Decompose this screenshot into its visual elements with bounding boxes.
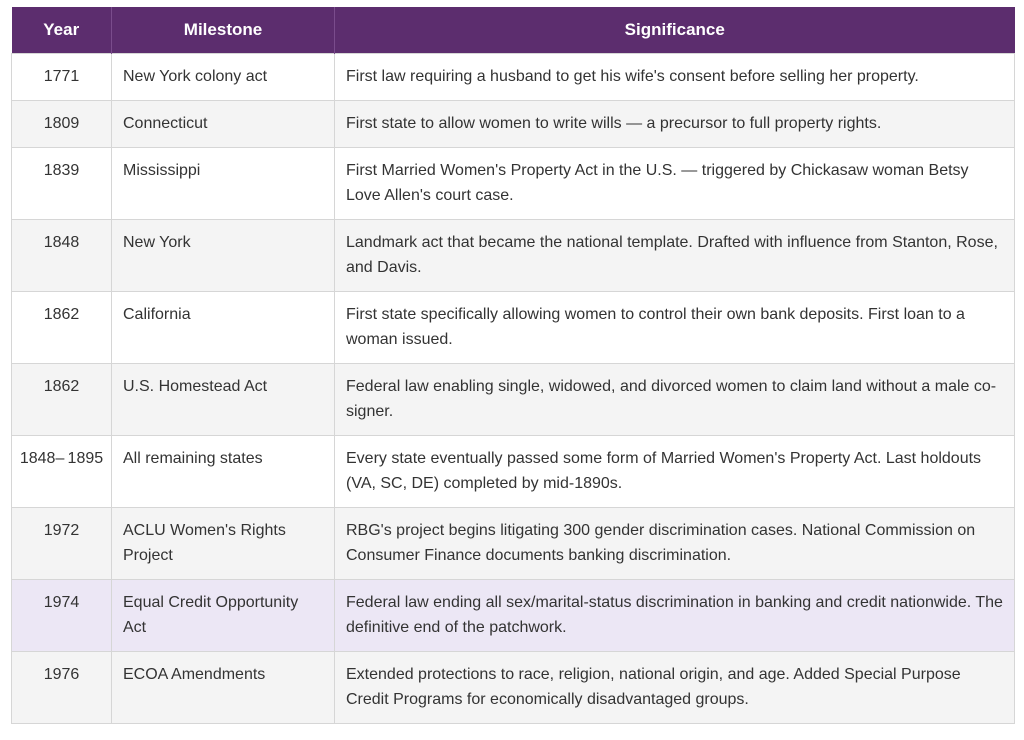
cell-milestone: Mississippi [112, 148, 335, 220]
cell-year: 1839 [12, 148, 112, 220]
table-row [12, 54, 1015, 101]
header-year: Year [12, 7, 112, 54]
cell-significance: Federal law enabling single, widowed, and divorced women to claim land without a male co-signer. [335, 364, 1015, 436]
table-row [12, 148, 1015, 220]
cell-milestone: New York [112, 220, 335, 292]
table-row [12, 364, 1015, 436]
table-row [12, 292, 1015, 364]
cell-year: 1848 [12, 220, 112, 292]
cell-milestone: Connecticut [112, 101, 335, 148]
cell-significance: Extended protections to race, religion, national origin, and age. Added Special Purpose Credit Programs for economically disadvantaged groups. [335, 652, 1015, 724]
cell-milestone: ECOA Amendments [112, 652, 335, 724]
cell-significance: Landmark act that became the national template. Drafted with influence from Stanton, Rose, and Davis. [335, 220, 1015, 292]
table-header [12, 7, 1015, 54]
cell-significance: First law requiring a husband to get his wife's consent before selling her property. [335, 54, 1015, 101]
cell-year: 1862 [12, 364, 112, 436]
table-row [12, 508, 1015, 580]
table-row [12, 436, 1015, 508]
cell-year: 1809 [12, 101, 112, 148]
table-row [12, 220, 1015, 292]
cell-year: 1974 [12, 580, 112, 652]
table-row-highlighted [12, 580, 1015, 652]
cell-significance: First Married Women's Property Act in the U.S. — triggered by Chickasaw woman Betsy Love Allen's court case. [335, 148, 1015, 220]
cell-milestone: All remaining states [112, 436, 335, 508]
cell-milestone: U.S. Homestead Act [112, 364, 335, 436]
milestones-table-container [11, 7, 1014, 724]
header-milestone: Milestone [112, 7, 335, 54]
cell-year: 1976 [12, 652, 112, 724]
cell-year: 1848– 1895 [12, 436, 112, 508]
table-row [12, 101, 1015, 148]
cell-year: 1862 [12, 292, 112, 364]
cell-year: 1972 [12, 508, 112, 580]
cell-significance: Federal law ending all sex/marital-status discrimination in banking and credit nationwide. The definitive end of the patchwork. [335, 580, 1015, 652]
milestones-table [11, 7, 1015, 724]
cell-milestone: ACLU Women's Rights Project [112, 508, 335, 580]
cell-milestone: California [112, 292, 335, 364]
table-body [12, 54, 1015, 724]
cell-significance: First state specifically allowing women to control their own bank deposits. First loan to a woman issued. [335, 292, 1015, 364]
cell-milestone: Equal Credit Opportunity Act [112, 580, 335, 652]
cell-significance: Every state eventually passed some form of Married Women's Property Act. Last holdouts (VA, SC, DE) completed by mid-1890s. [335, 436, 1015, 508]
cell-significance: RBG's project begins litigating 300 gender discrimination cases. National Commission on Consumer Finance documents banking discrimination. [335, 508, 1015, 580]
cell-milestone: New York colony act [112, 54, 335, 101]
cell-year: 1771 [12, 54, 112, 101]
table-row [12, 652, 1015, 724]
header-significance: Significance [335, 7, 1015, 54]
header-row [12, 7, 1015, 54]
cell-significance: First state to allow women to write wills — a precursor to full property rights. [335, 101, 1015, 148]
